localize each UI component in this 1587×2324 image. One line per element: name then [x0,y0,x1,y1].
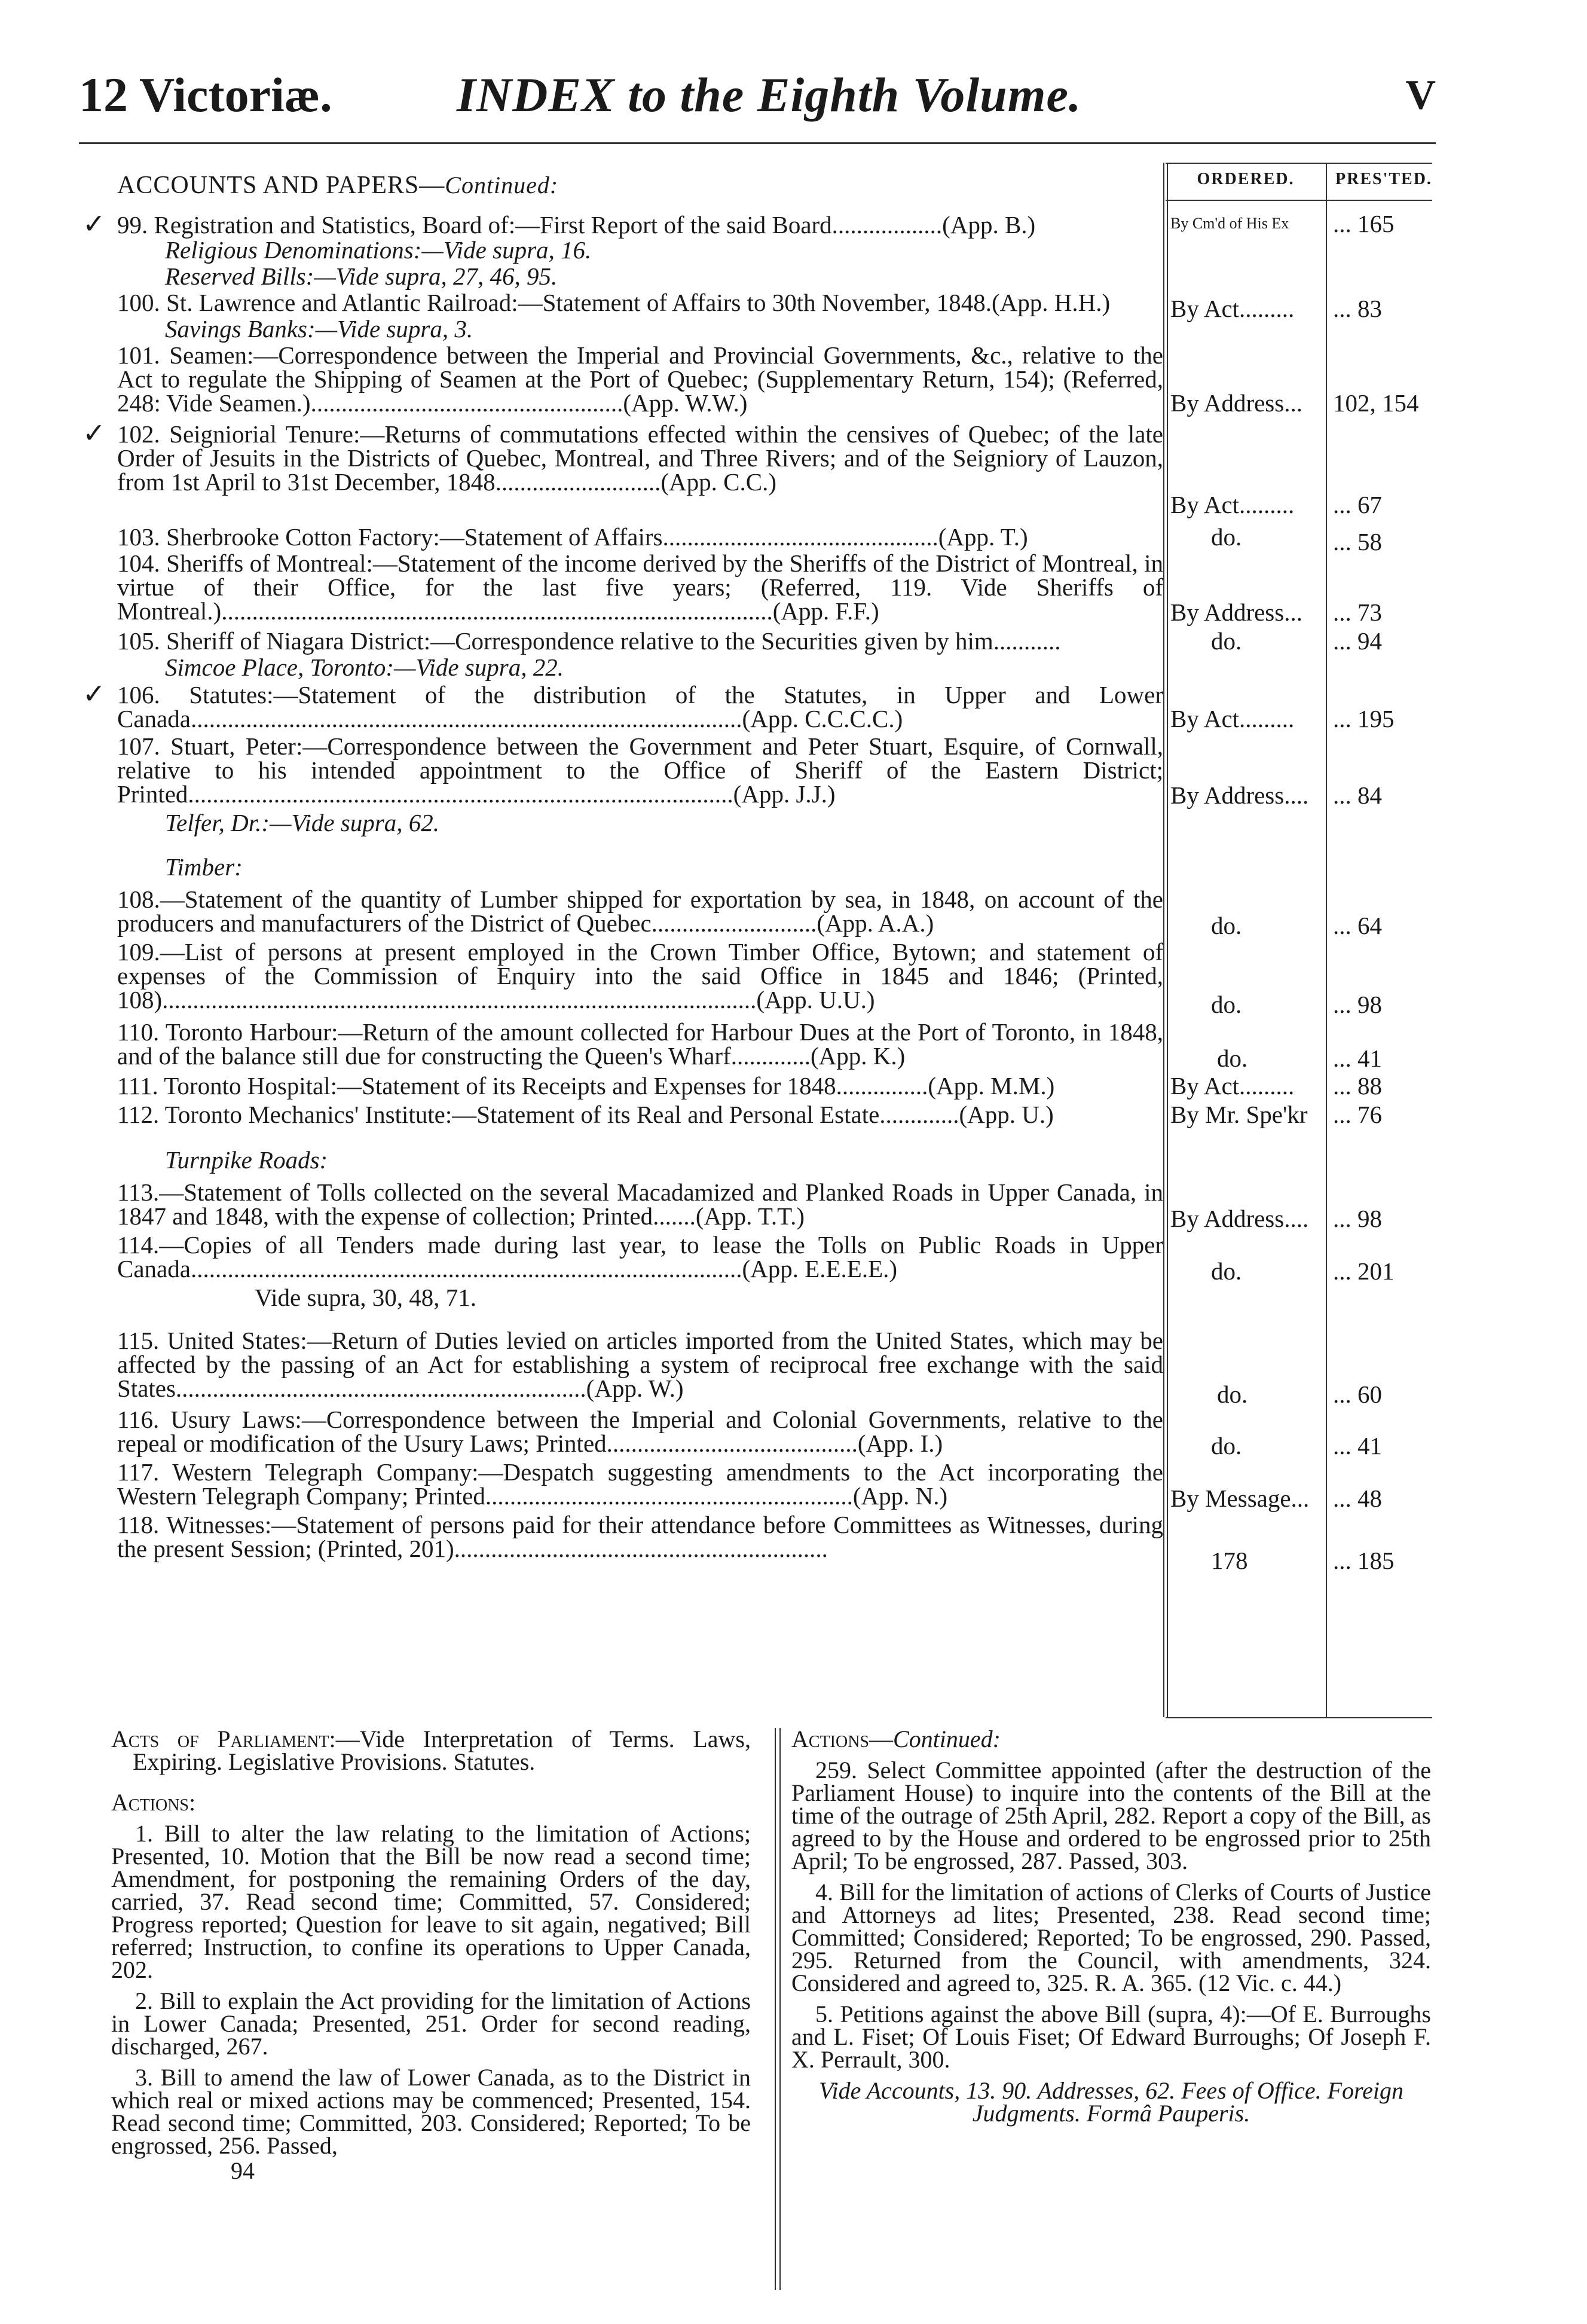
presented-value: ... 41 [1333,1045,1382,1072]
actions-entry-259: 259. Select Committee appointed (after the destruction of the Parliament House) to inquire into the contents of the Bill at the time of the outrage of 25th April, 282. Report a copy of the Bill, as agreed to by the House and ordered to be engrossed prior to 25th April; To be engrossed, 287. Passed, 303. [791,1757,1431,1874]
column-divider [775,1728,776,2290]
column-presented-header: PRES'TED. [1335,170,1432,188]
ordered-value: do. [1217,1381,1248,1408]
presented-value: ... 98 [1333,1205,1382,1232]
ordered-value: By Act......... [1170,1072,1295,1100]
presented-value: ... 165 [1333,210,1395,237]
lower-index-columns [111,1728,1432,2296]
running-header [79,67,1436,139]
header-title: INDEX to the Eighth Volume. [457,68,1082,122]
check-mark-icon: ✓ [82,207,106,240]
ordered-value: do. [1211,627,1242,655]
actions-entry-2: 2. Bill to explain the Act providing for the limitation of Actions in Lower Canada; Presented, 251. Order for second reading, discharged, 267. [111,1987,751,2060]
column-rule-left-inner [1167,163,1168,1717]
actions-heading: Actions: [111,1789,196,1816]
column-header-top-rule [1166,163,1432,164]
column-bottom-rule [1166,1717,1432,1718]
ordered-value: By Address... [1170,598,1302,626]
presented-value: ... 48 [1333,1485,1382,1512]
ordered-value: By Cm'd of His Ex [1170,215,1289,232]
ordered-value: do. [1211,1257,1242,1285]
actions-entry-5: 5. Petitions against the above Bill (supra, 4):—Of E. Burroughs and L. Fiset; Of Louis Fiset; Of Edward Burroughs; Of Joseph F. X. Perrault, 300. [791,2001,1431,2073]
presented-value: ... 185 [1333,1547,1395,1574]
presented-value: ... 67 [1333,491,1382,518]
ordered-value: By Act......... [1170,705,1295,732]
ordered-value: By Address.... [1170,781,1309,809]
actions-entry-3: 3. Bill to amend the law of Lower Canada, as to the District in which real or mixed actions may be commenced; Presented, 154. Read second time; Committed, 203. Considered; Reported; To be engrossed, 256. Passed, [111,2064,751,2159]
ordered-value: By Act......... [1170,295,1295,322]
header-rule [79,142,1436,144]
presented-value: 102, 154 [1333,389,1419,417]
ordered-value: do. [1211,991,1242,1018]
right-column [791,1728,1431,2133]
column-divider-inner [779,1728,781,2290]
ordered-value: 178 [1211,1547,1248,1574]
column-rule-mid [1326,163,1327,1717]
header-regnal-year: 12 Victoriæ. [79,68,332,122]
actions-entry-4: 4. Bill for the limitation of actions of Clerks of Courts of Justice and Attorneys ad lites; Presented, 238. Read second time; Committed; Considered; Reported; To be engrossed, 290. Passed, 295. Returned from the Council, with amendments, 324. Considered and agreed to, 325. R. A. 365. (12 Vic. c. 44.) [791,1879,1431,1996]
ordered-value: By Address.... [1170,1205,1309,1232]
column-headers [1166,163,1432,200]
index-table: ORDERED. PRES'TED. ACCOUNTS AND PAPERS—Continued: ✓ 99. Registration and Statistics, Board of:—First Report of the said Board..................(App. B.) By Cm'd of His Ex ... 165 Religious Denominations:—Vide supra, 16. Reserved Bills:—Vide supra, 27, 46, 95. 100. St. Lawrence and Atlantic Railroad:—Statement of Affairs to 30th November, 1848.(App. H.H.) By Act......... ... 83 Savings Banks:—Vide supra, 3. 101. Seamen:—Correspondence between the Imperial and Provincial Governments, &c., relative to the Act to regulate the Shipping of Seamen at the Port of Quebec; (Supplementary Return, 154); (Referred, 248: Vide Seamen.)...................................................(App. W.W.) By Address... 102, 154 ✓ 102. Seigniorial Tenure:—Returns of commutations effected within the censives of Quebec; of the late Order of Jesuits in the Districts of Quebec, Montreal, and Three Rivers; and of the Seigniory of Lauzon, from 1st April to 31st December, 1848...........................(App. C.C.) By Act......... ... 67 103. Sherbrooke Cotton Factory:—Statement of Affairs.............................................(App. T.) do. ... 58 104. Sheriffs of Montreal:—Statement of the income derived by the Sheriffs of the District of Montreal, in virtue of their Office, for the last five years; (Referred, 119. Vide Sheriffs of Montreal.)..........................................................................................(App. F.F.) By Address... ... 73 105. Sheriff of Niagara District:—Correspondence relative to the Securities given by him........... do. ... 94 Simcoe Place, Toronto:—Vide supra, 22. ✓ 106. Statutes:—Statement of the distribution of the Statutes, in Upper and Lower Canada..........................................................................................(App. C.C.C.C.) By Act......... ... 195 107. Stuart, Peter:—Correspondence between the Government and Peter Stuart, Esquire, of Cornwall, relative to his intended appointment to the Office of Sheriff of the Eastern District; Printed.........................................................................................(App. J.J.) By Address.... ... 84 Telfer, Dr.:—Vide supra, 62. Timber: 108.—Statement of the quantity of Lumber shipped for exportation by sea, in 1848, on account of the producers and manufacturers of the District of Quebec...........................(App. A.A.) do. ... 64 109.—List of persons at present employed in the Crown Timber Office, Bytown; and statement of expenses of the Commission of Enquiry into the said Office in 1845 and 1846; (Printed, 108).................................................................................................(App. U.U.) do. ... 98 110. Toronto Harbour:—Return of the amount collected for Harbour Dues at the Port of Toronto, in 1848, and of the balance still due for constructing the Queen's Wharf.............(App. K.) do. ... 41 111. Toronto Hospital:—Statement of its Receipts and Expenses for 1848...............(App. M.M.) By Act......... ... 88 112. Toronto Mechanics' Institute:—Statement of its Real and Personal Estate.............(App. U.) By Mr. Spe'kr ... 76 Turnpike Roads: 113.—Statement of Tolls collected on the several Macadamized and Planked Roads in Upper Canada, in 1847 and 1848, with the expense of collection; Printed.......(App. T.T.) By Address.... ... 98 114.—Copies of all Tenders made during last year, to lease the Tolls on Public Roads in Upper Canada..........................................................................................(App. E.E.E.E.) do. ... 201 Vide supra, 30, 48, 71. 115. United States:—Return of Duties levied on articles imported from the United States, which may be affected by the passing of an Act for establishing a system of reciprocal free exchange with the said States...................................................................(App. W.) do. ... 60 116. Usury Laws:—Correspondence between the Imperial and Colonial Governments, relative to the repeal or modification of the Usury Laws; Printed.........................................(App. I.) do. ... 41 117. Western Telegraph Company:—Despatch suggesting amendments to the Act incorporating the Western Telegraph Company; Printed............................................................(App. N.) By Message... ... 48 118. Witnesses:—Statement of persons paid for their attendance before Committees as Witnesses, during the present Session; (Printed, 201)............................................................. 178 ... 185 [117,163,1432,1720]
catchword: 94 [231,2157,255,2184]
actions-vide: Vide Accounts, 13. 90. Addresses, 62. Fees of Office. Foreign Judgments. Formâ Pauperis. [819,2077,1403,2127]
ordered-value: By Address... [1170,389,1302,417]
left-column [111,1728,751,2191]
actions-continued-heading: Actions—Continued: [791,1726,1001,1752]
presented-value: ... 41 [1333,1432,1382,1459]
check-mark-icon: ✓ [82,677,106,710]
presented-value: ... 88 [1333,1072,1382,1100]
actions-entry-1: 1. Bill to alter the law relating to the limitation of Actions; Presented, 10. Motion that the Bill be now read a second time; Amendment, for postponing the remaining Orders of the day, carried, 37. Read second time; Committed, 57. Considered; Progress reported; Question for leave to sit again, negatived; Bill referred; Instruction, to confine its operations to Upper Canada, 202. [111,1820,751,1983]
presented-value: ... 195 [1333,705,1395,732]
ordered-value: By Act......... [1170,491,1295,518]
presented-value: ... 98 [1333,991,1382,1018]
section-title-text: ACCOUNTS AND PAPERS— [117,172,445,199]
section-title-continued: Continued: [445,172,559,198]
check-mark-icon: ✓ [82,417,106,449]
acts-of-parliament-entry: Acts of Parliament:—Vide Interpretation of Terms. Laws, Expiring. Legislative Provisions. Statutes. [111,1726,751,1775]
ordered-value: do. [1217,1045,1248,1072]
column-ordered-header: ORDERED. [1197,170,1295,188]
ordered-value: By Message... [1170,1485,1310,1512]
presented-value: ... 76 [1333,1101,1382,1128]
presented-value: ... 84 [1333,781,1382,809]
presented-value: ... 73 [1333,598,1382,626]
presented-value: ... 201 [1333,1257,1395,1285]
presented-value: ... 64 [1333,912,1382,939]
column-rule-left [1163,163,1164,1717]
ordered-value: By Mr. Spe'kr [1170,1101,1308,1128]
presented-value: ... 60 [1333,1381,1382,1408]
presented-value: ... 58 [1333,528,1382,555]
header-page-number: V [1405,72,1436,118]
presented-value: ... 83 [1333,295,1382,322]
presented-value: ... 94 [1333,627,1382,655]
ordered-value: do. [1211,523,1242,551]
column-header-bottom-rule [1166,200,1432,201]
ordered-value: do. [1211,1432,1242,1459]
ordered-value: do. [1211,912,1242,939]
